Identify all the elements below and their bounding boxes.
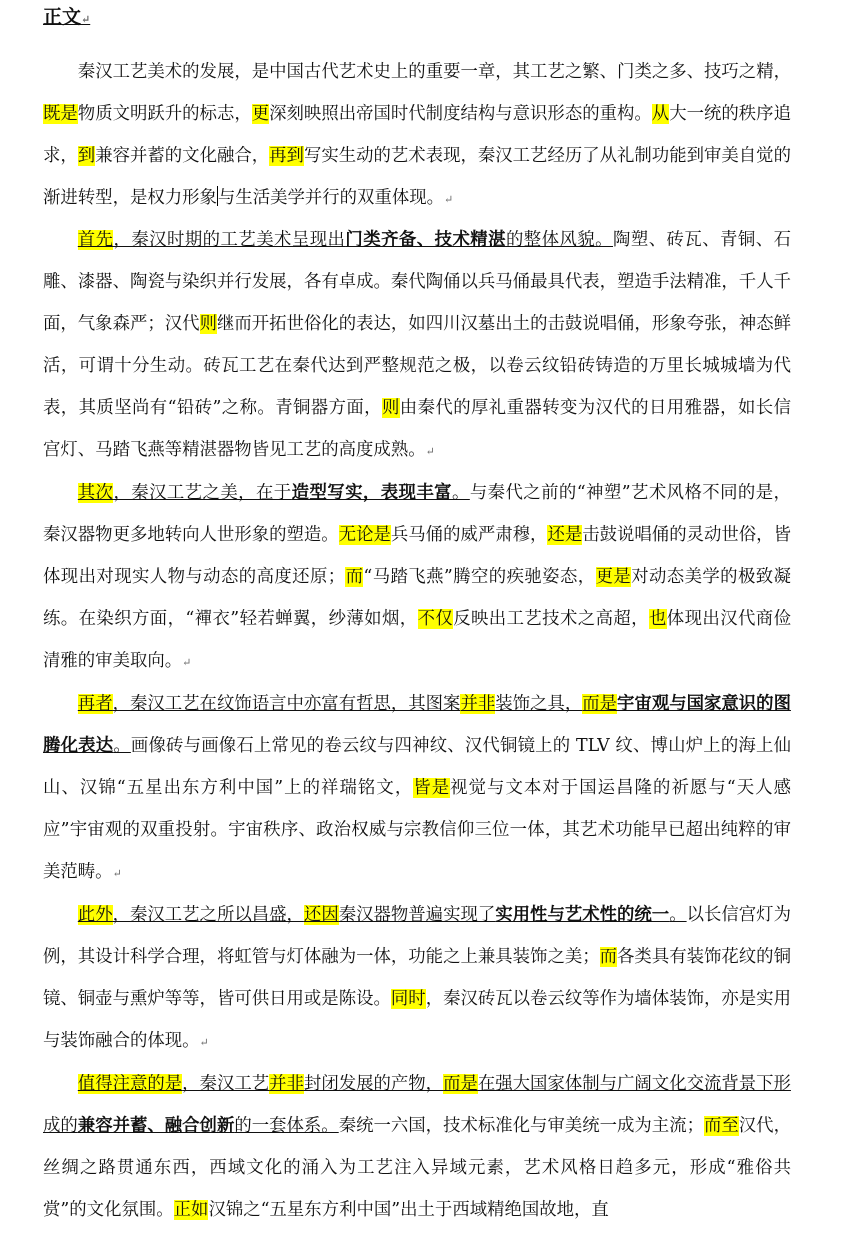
paragraph-mark: ↵ [112, 867, 122, 881]
text-run: 。 [452, 483, 470, 503]
text-run: 写实生动的艺术表现，秦汉工艺经历了从礼制功能到审美自觉的渐进转型，是权力形象 [43, 146, 791, 209]
text-run: 以长信宫灯为例，其设计科学合理，将虹管与灯体融为一体，功能之上兼具装饰之美； [43, 905, 791, 968]
bold-text: 宇宙观与国家意识的图腾化表达 [43, 694, 791, 757]
text-run: 封闭发展的产物， [303, 1074, 444, 1094]
highlighted-text: 并非 [269, 1074, 304, 1094]
highlighted-text: 同时 [390, 989, 426, 1010]
highlighted-text: 再到 [269, 146, 304, 167]
text-run: 秦汉工艺美术的发展，是中国古代艺术史上的重要一章，其工艺之繁、门类之多、技巧之精， [77, 62, 791, 82]
highlighted-text: 既是 [43, 104, 78, 125]
highlighted-text: 而 [345, 567, 364, 588]
bold-text: 门类齐备、技术精湛 [345, 230, 506, 250]
text-run: “马踏飞燕”腾空的疾驰姿态， [363, 567, 596, 588]
text-run: 兵马俑的威严肃穆， [390, 525, 548, 546]
highlighted-text: 而是 [443, 1074, 478, 1094]
highlighted-text: 此外 [77, 905, 113, 925]
text-run: 由秦代的厚礼重器转变为汉代的日用雅器，如长信宫灯、马踏飞燕等精湛器物皆见工艺的高度成熟。 [43, 398, 791, 461]
text-run: 装饰之具， [495, 694, 583, 714]
text-run: 兼容并蓄的文化融合， [95, 146, 270, 167]
highlighted-text: 而 [599, 947, 618, 968]
highlighted-text: 也 [648, 609, 667, 630]
text-run: 体现出汉代商俭清雅的审美取向。 [43, 609, 791, 672]
paragraph-5[interactable] [43, 894, 791, 1064]
text-run: 的一套体系。 [234, 1116, 339, 1137]
text-run: 视觉与文本对于国运昌隆的祈愿与“天人感应”宇宙观的双重投射。宇宙秩序、政治权威与宗教信仰三位一体，其艺术功能早已超出纯粹的审美范畴。 [43, 778, 791, 883]
highlighted-text: 皆是 [413, 778, 451, 799]
highlighted-text: 正如 [173, 1200, 209, 1221]
text-run: 汉代，丝绸之路贯通东西，西域文化的涌入为工艺注入异域元素，艺术风格日趋多元，形成“雅俗共赏”的文化氛围。 [43, 1116, 791, 1221]
paragraph-mark: ↵ [81, 13, 91, 26]
highlighted-text: 则 [381, 398, 400, 419]
highlighted-text: 首先 [77, 230, 114, 250]
highlighted-text: 再者 [77, 694, 113, 714]
highlighted-text: 其次 [77, 483, 114, 503]
highlighted-text: 更 [251, 104, 270, 125]
text-run: ，秦汉工艺之所以昌盛， [112, 905, 304, 925]
text-run: 。 [669, 905, 687, 925]
paragraph-6[interactable] [43, 1063, 791, 1231]
text-run: 对动态美学的极致凝练。在染织方面，“襌衣”轻若蝉翼，纱薄如烟， [43, 567, 791, 630]
paragraph-mark: ↵ [444, 193, 454, 207]
text-run: 深刻映照出帝国时代制度结构与意识形态的重构。 [269, 104, 652, 125]
text-run: 陶塑、砖瓦、青铜、石雕、漆器、陶瓷与染织并行发展，各有卓成。秦代陶俑以兵马俑最具代表，塑造手法精准，千人千面，气象森严；汉代 [43, 230, 791, 335]
text-run: ，秦汉砖瓦以卷云纹等作为墙体装饰，亦是实用与装饰融合的体现。 [43, 989, 791, 1052]
paragraph-mark: ↵ [425, 445, 435, 459]
bold-text: 造型写实，表现丰富 [291, 483, 452, 503]
text-run: 秦统一六国，技术标准化与审美统一成为主流； [338, 1116, 704, 1137]
text-run: 的整体风貌。 [505, 230, 614, 250]
paragraph-mark: ↵ [199, 1036, 209, 1050]
bold-text: 实用性与艺术性的统一 [495, 905, 670, 925]
highlighted-text: 还是 [547, 525, 583, 546]
text-run: 各类具有装饰花纹的铜镜、铜壶与熏炉等等，皆可供日用或是陈设。 [43, 947, 791, 1010]
text-run: ，秦汉时期的工艺美术呈现出 [113, 230, 346, 250]
paragraph-4[interactable] [43, 683, 791, 895]
highlighted-text: 无论是 [338, 525, 391, 546]
text-run: ，秦汉工艺在纹饰语言中亦富有哲思，其图案 [112, 694, 461, 714]
bold-text: 兼容并蓄、融合创新 [77, 1116, 235, 1137]
text-run: 与秦代之前的“神塑”艺术风格不同的是，秦汉器物更多地转向人世形象的塑造。 [43, 483, 791, 546]
text-run: 。 [113, 736, 131, 757]
paragraph-1[interactable] [43, 51, 791, 221]
highlighted-text: 并非 [460, 694, 496, 714]
highlighted-text: 更是 [595, 567, 632, 588]
section-heading-text: 正文 [43, 6, 82, 28]
paragraph-3[interactable] [43, 472, 791, 684]
highlighted-text: 从 [651, 104, 670, 125]
highlighted-text: 到 [77, 146, 96, 167]
highlighted-text: 值得注意的是 [77, 1074, 183, 1094]
text-run: 汉锦之“五星东方利中国”出土于西域精绝国故地，直 [208, 1200, 609, 1221]
section-heading [43, 4, 90, 33]
text-run: ，秦汉工艺之美，在于 [113, 483, 292, 503]
text-run: 在强大国家体制与广阔文化交流背景下形成的 [43, 1074, 791, 1137]
text-run: 反映出工艺技术之高超， [453, 609, 649, 630]
highlighted-text: 而至 [703, 1116, 739, 1137]
text-run: 画像砖与画像石上常见的卷云纹与四神纹、汉代铜镜上的 TLV 纹、博山炉上的海上仙山、汉锦“五星出东方利中国”上的祥瑞铭文， [43, 736, 791, 799]
text-run: 大一统的秩序追求， [43, 104, 791, 167]
highlighted-text: 不仅 [417, 609, 454, 630]
text-run: 与生活美学并行的双重体现。 [217, 188, 445, 209]
text-run: 物质文明跃升的标志， [77, 104, 252, 125]
paragraph-2[interactable] [43, 219, 791, 474]
paragraph-mark: ↵ [182, 656, 192, 670]
text-run: 秦汉器物普遍实现了 [338, 905, 496, 925]
text-run: 继而开拓世俗化的表达，如四川汉墓出土的击鼓说唱俑，形象夸张，神态鲜活，可谓十分生动。砖瓦工艺在秦代达到严整规范之极，以卷云纹铅砖铸造的万里长城城墙为代表，其质坚尚有“铅砖”之称。青铜器方面， [43, 314, 791, 419]
highlighted-text: 则 [199, 314, 217, 335]
text-run: 击鼓说唱俑的灵动世俗，皆体现出对现实人物与动态的高度还原； [43, 525, 791, 588]
highlighted-text: 而是 [582, 694, 618, 714]
text-run: ，秦汉工艺 [182, 1074, 270, 1094]
highlighted-text: 还因 [303, 905, 339, 925]
